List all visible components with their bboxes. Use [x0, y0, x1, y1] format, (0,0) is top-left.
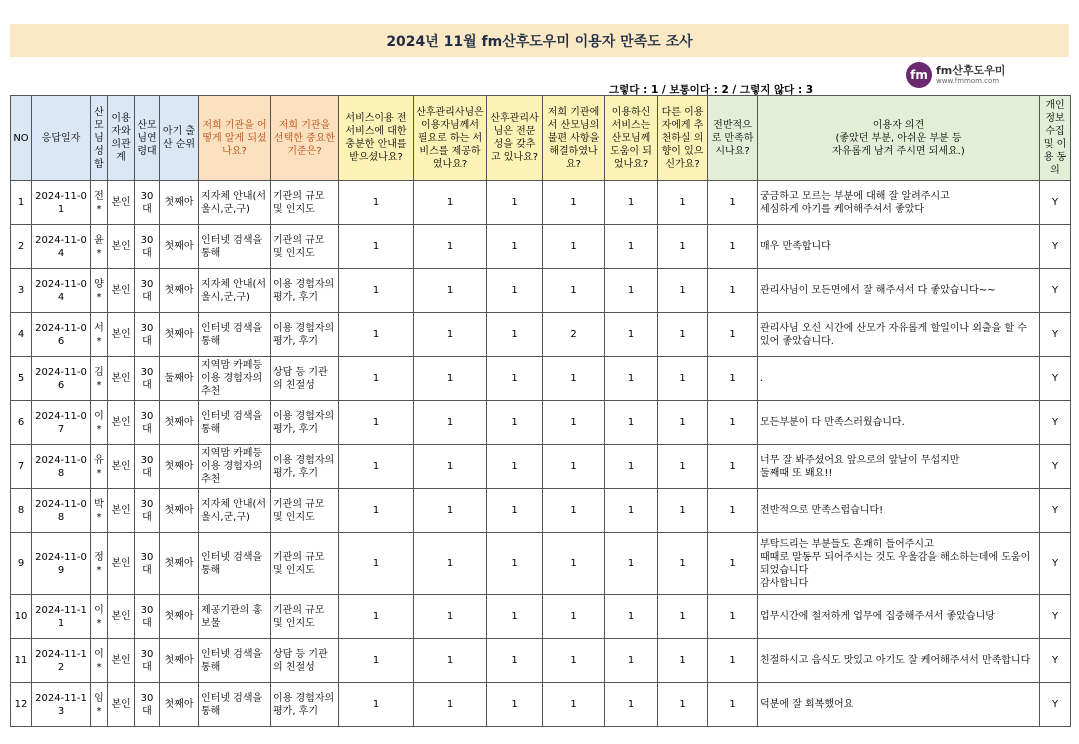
cell-age: 30대 [135, 489, 160, 533]
cell-q7: 1 [708, 357, 758, 401]
cell-q6: 1 [658, 639, 708, 683]
cell-birth-order: 첫째아 [160, 683, 199, 727]
cell-q3: 1 [487, 533, 543, 595]
cell-how-known: 인터넷 검색을 통해 [199, 313, 271, 357]
cell-q3: 1 [487, 269, 543, 313]
cell-criteria: 이용 경험자의 평가, 후기 [271, 401, 339, 445]
cell-q5: 1 [605, 225, 658, 269]
cell-consent: Y [1040, 445, 1071, 489]
table-row [11, 639, 1071, 683]
cell-q7: 1 [708, 181, 758, 225]
cell-q4: 1 [543, 533, 605, 595]
logo-name: fm산후도우미 [936, 63, 1006, 77]
cell-consent: Y [1040, 683, 1071, 727]
cell-q5: 1 [605, 269, 658, 313]
cell-q5: 1 [605, 445, 658, 489]
cell-q3: 1 [487, 401, 543, 445]
col-header-consent: 개인정보수집 및 이용 동의 [1040, 96, 1071, 181]
cell-date: 2024-11-06 [32, 313, 91, 357]
cell-q2: 1 [414, 225, 487, 269]
cell-no: 4 [11, 313, 32, 357]
cell-criteria: 기관의 규모 및 인지도 [271, 533, 339, 595]
cell-criteria: 기관의 규모 및 인지도 [271, 181, 339, 225]
cell-consent: Y [1040, 533, 1071, 595]
cell-how-known: 지자체 안내(서울시,군,구) [199, 269, 271, 313]
cell-age: 30대 [135, 269, 160, 313]
cell-relation: 본인 [108, 683, 135, 727]
table-row [11, 401, 1071, 445]
cell-name: 이* [91, 639, 108, 683]
cell-opinion: 부탁드리는 부분들도 흔쾌히 들어주시고 때때로 말동무 되어주시는 것도 우울감을 해소하는데에 도움이 되었습니다 감사합니다 [758, 533, 1040, 595]
cell-q1: 1 [339, 269, 414, 313]
cell-q3: 1 [487, 683, 543, 727]
cell-q6: 1 [658, 445, 708, 489]
cell-consent: Y [1040, 489, 1071, 533]
cell-q2: 1 [414, 489, 487, 533]
cell-birth-order: 첫째아 [160, 595, 199, 639]
col-header-how-known: 저희 기관을 어떻게 알게 되셨나요? [199, 96, 271, 181]
cell-q2: 1 [414, 269, 487, 313]
cell-criteria: 이용 경험자의 평가, 후기 [271, 313, 339, 357]
cell-consent: Y [1040, 595, 1071, 639]
col-header-q1: 서비스이용 전 서비스에 대한 충분한 안내를 받으셨나요? [339, 96, 414, 181]
cell-q5: 1 [605, 533, 658, 595]
cell-relation: 본인 [108, 595, 135, 639]
cell-age: 30대 [135, 595, 160, 639]
cell-opinion: 모든부분이 다 만족스러웠습니다. [758, 401, 1040, 445]
col-header-birth-order: 아기 출산 순위 [160, 96, 199, 181]
logo-icon: fm [906, 62, 932, 88]
cell-consent: Y [1040, 313, 1071, 357]
cell-q2: 1 [414, 401, 487, 445]
cell-q7: 1 [708, 639, 758, 683]
cell-birth-order: 첫째아 [160, 489, 199, 533]
col-header-no: NO [11, 96, 32, 181]
cell-q4: 1 [543, 357, 605, 401]
cell-no: 11 [11, 639, 32, 683]
cell-how-known: 지자체 안내(서울시,군,구) [199, 489, 271, 533]
cell-no: 3 [11, 269, 32, 313]
cell-q7: 1 [708, 313, 758, 357]
cell-age: 30대 [135, 683, 160, 727]
header-row [11, 96, 1071, 181]
cell-age: 30대 [135, 445, 160, 489]
cell-q3: 1 [487, 445, 543, 489]
cell-relation: 본인 [108, 313, 135, 357]
cell-q7: 1 [708, 225, 758, 269]
cell-q6: 1 [658, 683, 708, 727]
cell-birth-order: 첫째아 [160, 533, 199, 595]
cell-q1: 1 [339, 225, 414, 269]
cell-q7: 1 [708, 445, 758, 489]
cell-q5: 1 [605, 401, 658, 445]
cell-date: 2024-11-09 [32, 533, 91, 595]
col-header-q5: 이용하신 서비스는 산모님께 도움이 되었나요? [605, 96, 658, 181]
cell-criteria: 이용 경험자의 평가, 후기 [271, 269, 339, 313]
cell-q2: 1 [414, 533, 487, 595]
cell-opinion: 관리사님이 모든면에서 잘 해주셔서 다 좋았습니다~~ [758, 269, 1040, 313]
cell-age: 30대 [135, 401, 160, 445]
cell-q3: 1 [487, 313, 543, 357]
cell-opinion: 관리사님 오신 시간에 산모가 자유롭게 할일이나 외출을 할 수 있어 좋았습니다. [758, 313, 1040, 357]
cell-how-known: 제공기관의 홍보물 [199, 595, 271, 639]
cell-how-known: 인터넷 검색을 통해 [199, 225, 271, 269]
cell-q1: 1 [339, 401, 414, 445]
cell-birth-order: 첫째아 [160, 269, 199, 313]
cell-q6: 1 [658, 401, 708, 445]
cell-name: 김* [91, 357, 108, 401]
cell-q2: 1 [414, 357, 487, 401]
cell-name: 이* [91, 401, 108, 445]
cell-opinion: . [758, 357, 1040, 401]
cell-relation: 본인 [108, 225, 135, 269]
cell-how-known: 인터넷 검색을 통해 [199, 401, 271, 445]
table-row [11, 313, 1071, 357]
cell-q1: 1 [339, 533, 414, 595]
rating-legend: 그렇다 : 1 / 보통이다 : 2 / 그렇지 않다 : 3 [609, 84, 814, 96]
cell-q1: 1 [339, 445, 414, 489]
cell-relation: 본인 [108, 489, 135, 533]
cell-no: 1 [11, 181, 32, 225]
cell-age: 30대 [135, 181, 160, 225]
cell-q1: 1 [339, 357, 414, 401]
logo-url: www.fmmom.com [936, 76, 1000, 85]
col-header-criteria: 저희 기관을 선택한 중요한 기준은? [271, 96, 339, 181]
brand-logo [906, 62, 1005, 88]
cell-opinion: 궁금하고 모르는 부분에 대해 잘 알려주시고 세심하게 아기를 케어해주셔서 좋았다 [758, 181, 1040, 225]
cell-opinion: 업무시간에 철저하게 업무에 집중해주셔서 좋았습니당 [758, 595, 1040, 639]
cell-no: 12 [11, 683, 32, 727]
cell-birth-order: 첫째아 [160, 445, 199, 489]
cell-relation: 본인 [108, 533, 135, 595]
cell-q5: 1 [605, 357, 658, 401]
cell-date: 2024-11-13 [32, 683, 91, 727]
cell-q2: 1 [414, 683, 487, 727]
cell-q5: 1 [605, 489, 658, 533]
cell-date: 2024-11-11 [32, 595, 91, 639]
cell-birth-order: 첫째아 [160, 313, 199, 357]
cell-q7: 1 [708, 595, 758, 639]
cell-q4: 1 [543, 401, 605, 445]
table-row [11, 595, 1071, 639]
cell-date: 2024-11-04 [32, 269, 91, 313]
cell-no: 10 [11, 595, 32, 639]
cell-q4: 1 [543, 639, 605, 683]
cell-q3: 1 [487, 181, 543, 225]
col-header-relation: 이용자와의관계 [108, 96, 135, 181]
cell-q4: 1 [543, 225, 605, 269]
col-header-q7: 전반적으로 만족하시나요? [708, 96, 758, 181]
cell-birth-order: 첫째아 [160, 639, 199, 683]
cell-q5: 1 [605, 639, 658, 683]
table-row [11, 225, 1071, 269]
cell-q2: 1 [414, 639, 487, 683]
cell-consent: Y [1040, 639, 1071, 683]
cell-date: 2024-11-06 [32, 357, 91, 401]
page-title: 2024년 11월 fm산후도우미 이용자 만족도 조사 [10, 24, 1069, 57]
cell-how-known: 인터넷 검색을 통해 [199, 533, 271, 595]
cell-birth-order: 첫째아 [160, 181, 199, 225]
cell-age: 30대 [135, 357, 160, 401]
table-row [11, 533, 1071, 595]
cell-q6: 1 [658, 533, 708, 595]
cell-criteria: 기관의 규모 및 인지도 [271, 225, 339, 269]
cell-q4: 1 [543, 595, 605, 639]
col-header-q4: 저희 기관에서 산모님의 불편 사항을 해결하였나요? [543, 96, 605, 181]
cell-name: 양* [91, 269, 108, 313]
table-row [11, 269, 1071, 313]
cell-opinion: 매우 만족합니다 [758, 225, 1040, 269]
cell-no: 9 [11, 533, 32, 595]
cell-how-known: 인터넷 검색을 통해 [199, 683, 271, 727]
cell-age: 30대 [135, 533, 160, 595]
cell-name: 전* [91, 181, 108, 225]
cell-criteria: 상담 등 기관의 친절성 [271, 357, 339, 401]
col-header-q2: 산후관리사님은 이용자님께서 필요로 하는 서비스를 제공하였나요? [414, 96, 487, 181]
cell-q7: 1 [708, 683, 758, 727]
cell-date: 2024-11-01 [32, 181, 91, 225]
cell-how-known: 지역맘 카페등 이용 경험자의 추천 [199, 357, 271, 401]
cell-name: 이* [91, 595, 108, 639]
cell-q3: 1 [487, 489, 543, 533]
cell-q6: 1 [658, 313, 708, 357]
col-header-opinion: 이용자 의견 (좋았던 부분, 아쉬운 부분 등 자유롭게 남겨 주시면 되세요.) [758, 96, 1040, 181]
cell-how-known: 인터넷 검색을 통해 [199, 639, 271, 683]
cell-q6: 1 [658, 595, 708, 639]
cell-q4: 1 [543, 445, 605, 489]
cell-criteria: 기관의 규모 및 인지도 [271, 595, 339, 639]
cell-q2: 1 [414, 181, 487, 225]
cell-q3: 1 [487, 357, 543, 401]
cell-opinion: 덕분에 잘 회복했어요 [758, 683, 1040, 727]
table-row [11, 489, 1071, 533]
cell-q1: 1 [339, 683, 414, 727]
cell-q2: 1 [414, 595, 487, 639]
cell-birth-order: 둘째아 [160, 357, 199, 401]
cell-name: 박* [91, 489, 108, 533]
cell-opinion: 너무 잘 봐주셨어요 앞으로의 앞날이 무섭지만 둘째때 또 봬요!! [758, 445, 1040, 489]
cell-relation: 본인 [108, 357, 135, 401]
cell-name: 임* [91, 683, 108, 727]
cell-q4: 1 [543, 181, 605, 225]
table-row [11, 181, 1071, 225]
cell-relation: 본인 [108, 639, 135, 683]
cell-how-known: 지자체 안내(서울시,군,구) [199, 181, 271, 225]
cell-consent: Y [1040, 357, 1071, 401]
cell-consent: Y [1040, 225, 1071, 269]
table-row [11, 683, 1071, 727]
cell-age: 30대 [135, 225, 160, 269]
cell-name: 정* [91, 533, 108, 595]
table-row [11, 445, 1071, 489]
cell-q2: 1 [414, 445, 487, 489]
cell-name: 윤* [91, 225, 108, 269]
cell-q6: 1 [658, 269, 708, 313]
cell-birth-order: 첫째아 [160, 401, 199, 445]
cell-how-known: 지역맘 카페등 이용 경험자의 추천 [199, 445, 271, 489]
cell-date: 2024-11-12 [32, 639, 91, 683]
col-header-q6: 다른 이용자에게 추천하실 의향이 있으신가요? [658, 96, 708, 181]
col-header-name: 산모님성함 [91, 96, 108, 181]
cell-opinion: 전반적으로 만족스럽습니다! [758, 489, 1040, 533]
cell-criteria: 상담 등 기관의 친절성 [271, 639, 339, 683]
cell-q1: 1 [339, 639, 414, 683]
cell-consent: Y [1040, 181, 1071, 225]
cell-age: 30대 [135, 639, 160, 683]
cell-relation: 본인 [108, 269, 135, 313]
cell-q7: 1 [708, 401, 758, 445]
cell-q5: 1 [605, 595, 658, 639]
cell-name: 서* [91, 313, 108, 357]
cell-q5: 1 [605, 313, 658, 357]
cell-q6: 1 [658, 489, 708, 533]
cell-relation: 본인 [108, 181, 135, 225]
col-header-age: 산모님연령대 [135, 96, 160, 181]
cell-criteria: 이용 경험자의 평가, 후기 [271, 683, 339, 727]
cell-criteria: 이용 경험자의 평가, 후기 [271, 445, 339, 489]
cell-q1: 1 [339, 313, 414, 357]
cell-date: 2024-11-04 [32, 225, 91, 269]
cell-consent: Y [1040, 401, 1071, 445]
cell-date: 2024-11-08 [32, 445, 91, 489]
cell-q7: 1 [708, 489, 758, 533]
cell-criteria: 기관의 규모 및 인지도 [271, 489, 339, 533]
col-header-q3: 산후관리사님은 전문성을 갖추고 있나요? [487, 96, 543, 181]
cell-name: 유* [91, 445, 108, 489]
cell-q3: 1 [487, 225, 543, 269]
cell-q6: 1 [658, 357, 708, 401]
table-row [11, 357, 1071, 401]
cell-q7: 1 [708, 533, 758, 595]
cell-q3: 1 [487, 639, 543, 683]
cell-relation: 본인 [108, 401, 135, 445]
cell-q6: 1 [658, 225, 708, 269]
cell-birth-order: 첫째아 [160, 225, 199, 269]
cell-q1: 1 [339, 181, 414, 225]
cell-no: 5 [11, 357, 32, 401]
cell-opinion: 친절하시고 음식도 맛있고 아기도 잘 케어해주셔서 만족합니다 [758, 639, 1040, 683]
cell-no: 2 [11, 225, 32, 269]
table-body [11, 181, 1071, 727]
cell-q4: 1 [543, 269, 605, 313]
cell-date: 2024-11-08 [32, 489, 91, 533]
cell-q5: 1 [605, 683, 658, 727]
cell-q4: 1 [543, 683, 605, 727]
cell-q7: 1 [708, 269, 758, 313]
cell-relation: 본인 [108, 445, 135, 489]
survey-table [10, 95, 1071, 727]
cell-consent: Y [1040, 269, 1071, 313]
cell-q1: 1 [339, 489, 414, 533]
cell-q4: 1 [543, 489, 605, 533]
cell-q1: 1 [339, 595, 414, 639]
col-header-date: 응답일자 [32, 96, 91, 181]
cell-no: 7 [11, 445, 32, 489]
cell-q4: 2 [543, 313, 605, 357]
cell-date: 2024-11-07 [32, 401, 91, 445]
cell-age: 30대 [135, 313, 160, 357]
cell-q3: 1 [487, 595, 543, 639]
cell-q2: 1 [414, 313, 487, 357]
cell-q6: 1 [658, 181, 708, 225]
cell-no: 8 [11, 489, 32, 533]
cell-q5: 1 [605, 181, 658, 225]
cell-no: 6 [11, 401, 32, 445]
